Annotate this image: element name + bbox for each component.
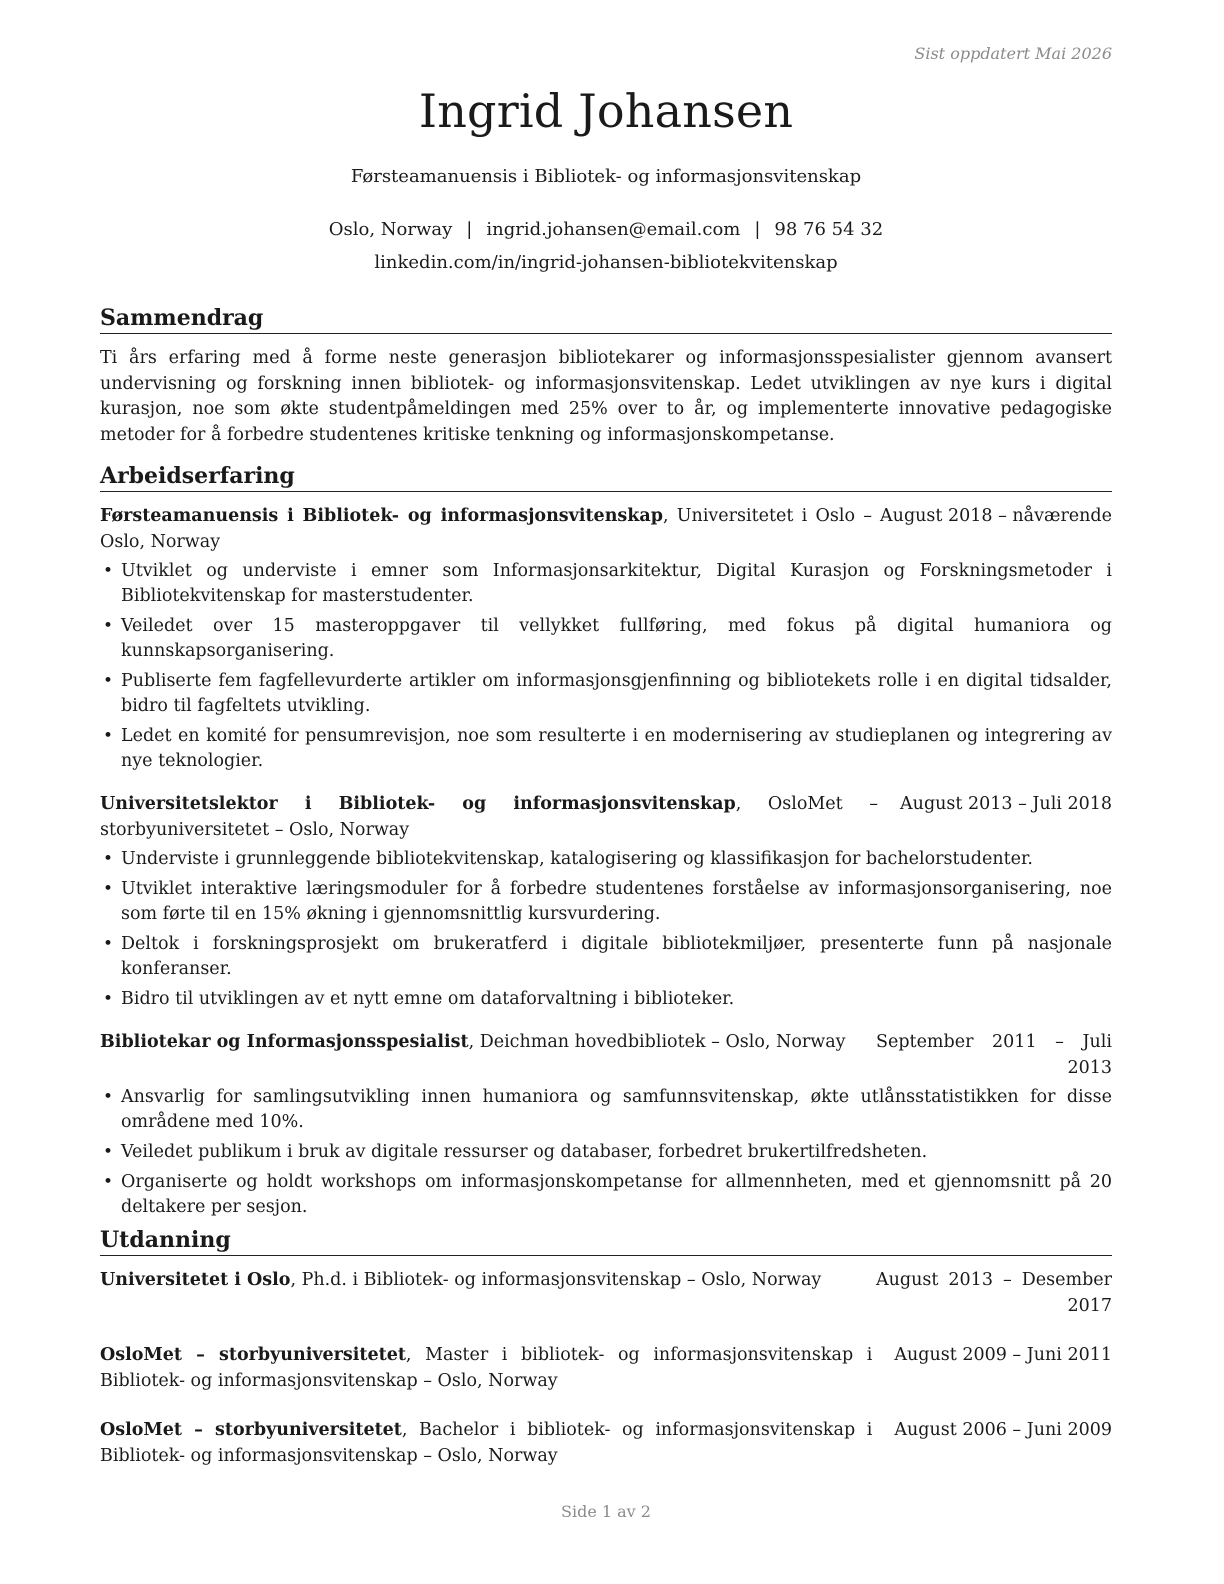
list-item: • Bidro til utviklingen av et nytt emne om dataforvaltning i biblioteker. [100,987,1112,1012]
job-header [100,792,1112,843]
separator: | [754,219,761,240]
resume-content [100,304,1112,1485]
job-role: Bibliotekar og Informasjonsspesialist [100,1032,469,1052]
section-title-summary: Sammendrag [100,304,1112,334]
location: Oslo, Norway [328,219,453,240]
education-header [100,1343,1112,1394]
list-item: • Utviklet interaktive læringsmoduler for å forbedre studentenes forståelse av informasjonsorganisering, noe som førte til en 15% økning i gjennomsnittlig kursvurdering. [103,879,1112,924]
job-role: Universitetslektor i Bibliotek- og informasjonsvitenskap [100,794,736,814]
linkedin-link[interactable]: linkedin.com/in/ingrid-johansen-bibliotekvitenskap [374,252,838,273]
education-dates: August 2013 – Desember 2017 [876,1270,1112,1316]
bullet-icon: • [103,616,114,636]
degree: , Master i bibliotek- og informasjonsvitenskap i Bibliotek- og informasjonsvitenskap – Oslo, Norway [100,1345,873,1391]
bullet-icon: • [103,849,114,869]
job-entry [100,504,1112,774]
job-bullets [100,847,1112,1012]
email-link[interactable]: ingrid.johansen@email.com [486,219,741,240]
school-name: Universitetet i Oslo [100,1270,291,1290]
list-item: • Deltok i forskningsprosjekt om brukeratferd i digitale bibliotekmiljøer, presenterte funn på nasjonale konferanser. [103,934,1112,979]
job-header [100,1030,1112,1081]
job-bullets [100,559,1112,774]
resume-page [100,0,1112,1584]
separator: | [466,219,473,240]
education-entry [100,1343,1112,1394]
education-header [100,1418,1112,1469]
job-dates: September 2011 – Juli 2013 [876,1032,1112,1078]
candidate-headline: Førsteamanuensis i Bibliotek- og informasjonsvitenskap [350,166,862,187]
bullet-icon: • [103,671,114,691]
education-entry [100,1268,1112,1319]
section-title-education: Utdanning [100,1226,1112,1256]
list-item: • Underviste i grunnleggende bibliotekvitenskap, katalogisering og klassifikasjon for bachelorstudenter. [100,847,1112,872]
list-item: • Organiserte og holdt workshops om informasjonskompetanse for allmennheten, med et gjennomsnitt på 20 deltakere per sesjon. [103,1172,1112,1217]
education-title-line [100,1268,876,1294]
page-number: Side 1 av 2 [561,1502,651,1521]
education-title-line [100,1418,894,1469]
job-title-line [100,504,880,555]
job-header [100,504,1112,555]
section-title-experience: Arbeidserfaring [100,462,1112,492]
list-item: • Veiledet publikum i bruk av digitale ressurser og databaser, forbedret brukertilfredsheten. [100,1140,1112,1165]
bullet-icon: • [103,879,114,899]
bullet-icon: • [103,934,114,954]
contact-line [100,219,1112,240]
job-place: , Universitetet i Oslo – Oslo, Norway [100,506,873,552]
bullet-icon: • [103,1142,114,1162]
education-dates: August 2006 – Juni 2009 [894,1420,1112,1440]
school-name: OsloMet – storbyuniversitetet [100,1345,406,1365]
bullet-icon: • [103,1087,114,1107]
education-title-line [100,1343,894,1394]
job-title-line [100,1030,876,1056]
bullet-icon: • [103,1172,114,1192]
degree: , Ph.d. i Bibliotek- og informasjonsvitenskap – Oslo, Norway [290,1270,822,1290]
list-item: • Ledet en komité for pensumrevisjon, noe som resulterte i en modernisering av studieplanen og integrering av nye teknologier. [103,726,1112,771]
bullet-icon: • [103,989,114,1009]
job-bullets [100,1085,1112,1220]
job-role: Førsteamanuensis i Bibliotek- og informasjonsvitenskap [100,506,663,526]
job-place: , Deichman hovedbibliotek – Oslo, Norway [468,1032,846,1052]
job-entry [100,792,1112,1012]
education-entry [100,1418,1112,1469]
phone: 98 76 54 32 [774,219,884,240]
last-updated: Sist oppdatert Mai 2026 [914,44,1112,63]
list-item: • Publiserte fem fagfellevurderte artikler om informasjonsgjenfinning og bibliotekets rolle i en digital tidsalder, bidro til fagfeltets utvikling. [103,671,1112,716]
list-item: • Ansvarlig for samlingsutvikling innen humaniora og samfunnsvitenskap, økte utlånsstatistikken for disse områdene med 10%. [103,1087,1112,1132]
bullet-icon: • [103,561,114,581]
job-entry [100,1030,1112,1220]
job-dates: August 2018 – nåværende [880,506,1112,526]
candidate-name: Ingrid Johansen [418,84,794,138]
summary-text: Ti års erfaring med å forme neste generasjon bibliotekarer og informasjonsspesialister gjennom avansert undervisning og forskning innen bibliotek- og informasjonsvitenskap. Ledet utviklingen av nye kurs i digital kurasjon, noe som økte studentpåmeldingen med 25% over to år, og implementerte innovative pedagogiske metoder for å forbedre studentenes kritiske tenkning og informasjonskompetanse. [100,348,1112,445]
education-header [100,1268,1112,1319]
degree: , Bachelor i bibliotek- og informasjonsvitenskap i Bibliotek- og informasjonsvitenskap – Oslo, Norway [100,1420,873,1466]
job-dates: August 2013 – Juli 2018 [900,794,1112,814]
list-item: • Veiledet over 15 masteroppgaver til vellykket fullføring, med fokus på digital humaniora og kunnskapsorganisering. [103,616,1112,661]
list-item: • Utviklet og underviste i emner som Informasjonsarkitektur, Digital Kurasjon og Forskningsmetoder i Bibliotekvitenskap for masterstudenter. [103,561,1112,606]
job-title-line [100,792,900,843]
bullet-icon: • [103,726,114,746]
job-place: , OsloMet – storbyuniversitetet – Oslo, Norway [100,794,879,840]
school-name: OsloMet – storbyuniversitetet [100,1420,402,1440]
education-dates: August 2009 – Juni 2011 [894,1345,1112,1365]
